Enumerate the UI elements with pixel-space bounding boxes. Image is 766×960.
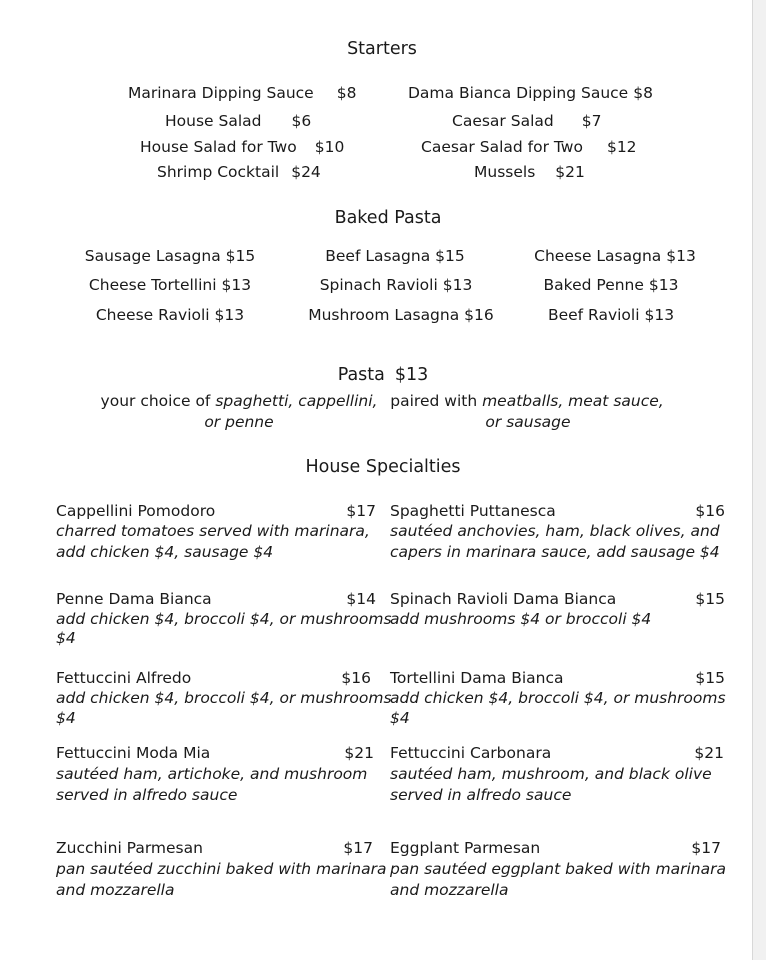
item-price: $8 xyxy=(336,84,357,102)
specialty-price: $17 xyxy=(346,502,376,520)
menu-item xyxy=(89,276,251,294)
item-name: Dama Bianca Dipping Sauce xyxy=(408,84,629,102)
menu-item xyxy=(474,163,585,181)
specialty-description: sautéed ham, mushroom, and black olive xyxy=(390,765,712,783)
menu-item xyxy=(165,112,311,130)
specialty-description: served in alfredo sauce xyxy=(56,786,238,804)
item-price: $15 xyxy=(435,247,465,265)
specialty-description: $4 xyxy=(56,629,76,647)
specialty-description: $4 xyxy=(390,709,410,727)
specialty-price: $15 xyxy=(695,669,725,687)
item-price: $15 xyxy=(225,247,256,265)
specialty-description: capers in marinara sauce, add sausage $4 xyxy=(390,543,720,561)
menu-item xyxy=(408,84,653,102)
pasta-pairing-options: meatballs, meat sauce, xyxy=(482,392,664,410)
pasta-pairing-line-1 xyxy=(390,392,663,410)
pasta-pairing-line-2: or sausage xyxy=(485,413,571,431)
item-name: Cheese Lasagna xyxy=(534,247,662,265)
menu-item xyxy=(325,247,465,265)
item-name: Mushroom Lasagna xyxy=(308,306,460,324)
item-name: House Salad for Two xyxy=(140,138,297,156)
item-price: $6 xyxy=(291,112,312,130)
specialty-price: $17 xyxy=(343,839,373,857)
pasta-title: Pasta xyxy=(337,365,385,385)
specialty-price: $14 xyxy=(346,590,376,608)
pasta-choice-line-1 xyxy=(101,392,378,410)
pasta-heading xyxy=(338,365,429,385)
item-price: $13 xyxy=(214,306,245,324)
item-price: $13 xyxy=(644,306,675,324)
specialty-description: pan sautéed eggplant baked with marinara xyxy=(390,860,726,878)
item-price: $13 xyxy=(648,276,679,294)
specialty-name: Fettuccini Alfredo xyxy=(56,669,192,687)
specialty-description: add chicken $4, broccoli $4, or mushrooms xyxy=(390,689,726,707)
item-name: Shrimp Cocktail xyxy=(157,163,280,181)
specialty-price: $16 xyxy=(341,669,371,687)
item-price: $21 xyxy=(555,163,585,181)
item-name: Caesar Salad for Two xyxy=(421,138,583,156)
menu-item xyxy=(85,247,255,265)
pasta-choice-line-2: or penne xyxy=(204,413,274,431)
item-name: Mussels xyxy=(474,163,536,181)
specialty-description: add mushrooms $4 or broccoli $4 xyxy=(390,610,652,628)
specialty-description: served in alfredo sauce xyxy=(390,786,572,804)
item-price: $12 xyxy=(606,138,637,156)
specialty-description: charred tomatoes served with marinara, xyxy=(56,522,370,540)
item-name: Cheese Ravioli xyxy=(95,306,210,324)
item-name: House Salad xyxy=(165,112,262,130)
item-name: Spinach Ravioli xyxy=(319,276,438,294)
item-price: $8 xyxy=(633,84,653,102)
specialty-description: sautéed ham, artichoke, and mushroom xyxy=(56,765,368,783)
item-price: $10 xyxy=(314,138,345,156)
item-price: $24 xyxy=(291,163,321,181)
menu-item xyxy=(452,112,601,130)
pasta-pairing-text: paired with xyxy=(390,392,483,410)
menu-item xyxy=(96,306,244,324)
menu-item xyxy=(548,306,674,324)
specialty-name: Zucchini Parmesan xyxy=(56,839,203,857)
menu-item xyxy=(157,163,321,181)
specialty-description: and mozzarella xyxy=(390,881,509,899)
item-price: $13 xyxy=(442,276,473,294)
specialty-name: Fettuccini Carbonara xyxy=(390,744,552,762)
menu-item xyxy=(128,84,356,102)
specialty-name: Spinach Ravioli Dama Bianca xyxy=(390,590,617,608)
starters-heading: Starters xyxy=(347,39,417,59)
specialty-name: Penne Dama Bianca xyxy=(56,590,212,608)
specialty-description: add chicken $4, sausage $4 xyxy=(56,543,274,561)
item-name: Beef Ravioli xyxy=(547,306,640,324)
item-name: Baked Penne xyxy=(543,276,644,294)
specialty-description: $4 xyxy=(56,709,76,727)
item-name: Caesar Salad xyxy=(452,112,554,130)
item-price: $16 xyxy=(464,306,494,324)
menu-item xyxy=(421,138,637,156)
item-name: Sausage Lasagna xyxy=(84,247,221,265)
specialty-description: sautéed anchovies, ham, black olives, and xyxy=(390,522,720,540)
pasta-choice-text: your choice of xyxy=(100,392,216,410)
specialty-price: $16 xyxy=(695,502,725,520)
menu-item xyxy=(544,276,679,294)
specialty-name: Eggplant Parmesan xyxy=(390,839,541,857)
pasta-price: $13 xyxy=(394,365,429,385)
specialty-name: Cappellini Pomodoro xyxy=(56,502,216,520)
baked-pasta-heading: Baked Pasta xyxy=(334,208,442,228)
item-name: Marinara Dipping Sauce xyxy=(128,84,314,102)
specialty-price: $21 xyxy=(344,744,374,762)
menu-item xyxy=(140,138,344,156)
pasta-choice-options: spaghetti, cappellini, xyxy=(215,392,378,410)
menu-item xyxy=(320,276,473,294)
item-name: Cheese Tortellini xyxy=(88,276,217,294)
specialty-name: Spaghetti Puttanesca xyxy=(390,502,556,520)
specialty-price: $21 xyxy=(694,744,724,762)
specialty-price: $17 xyxy=(691,839,721,857)
menu-item xyxy=(534,247,696,265)
item-price: $7 xyxy=(581,112,602,130)
specialty-description: pan sautéed zucchini baked with marinara xyxy=(56,860,387,878)
specialty-description: and mozzarella xyxy=(56,881,175,899)
item-price: $13 xyxy=(666,247,696,265)
specialty-description: add chicken $4, broccoli $4, or mushrooms xyxy=(56,689,392,707)
specialty-price: $15 xyxy=(695,590,725,608)
item-name: Beef Lasagna xyxy=(325,247,431,265)
house-specialties-heading: House Specialties xyxy=(305,457,461,477)
menu-item xyxy=(308,306,494,324)
specialty-name: Fettuccini Moda Mia xyxy=(56,744,211,762)
specialty-description: add chicken $4, broccoli $4, or mushrooms xyxy=(56,610,392,628)
item-price: $13 xyxy=(221,276,252,294)
specialty-name: Tortellini Dama Bianca xyxy=(390,669,564,687)
